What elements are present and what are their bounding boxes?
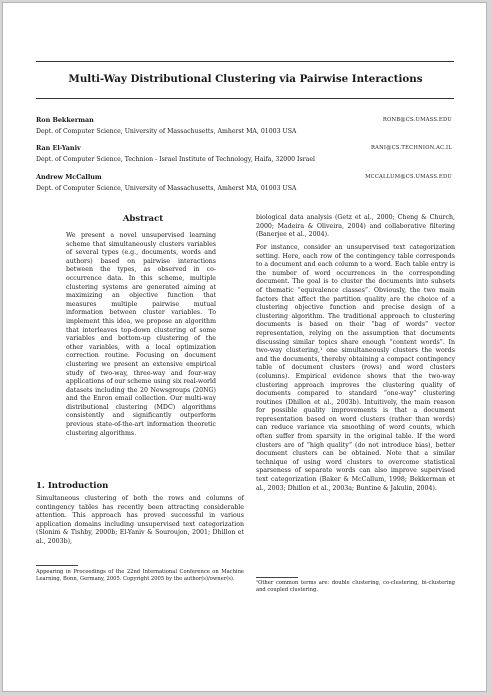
terms-footnote: ¹Other common terms are: double clustering, co-clustering, bi-clustering and coupled clustering. (256, 580, 455, 594)
author-name: Ran El-Yaniv (36, 144, 81, 152)
paper-title: Multi-Way Distributional Clustering via Pairwise Interactions (68, 73, 423, 85)
section-heading: 1. Introduction (36, 481, 109, 491)
title-top-rule (36, 61, 454, 62)
author-email: MCCALLUM@CS.UMASS.EDU (365, 174, 452, 180)
author-affiliation: Dept. of Computer Science, University of Massachusetts, Amherst MA, 01003 USA (36, 128, 297, 135)
author-name: Ron Bekkerman (36, 116, 94, 124)
author-affiliation: Dept. of Computer Science, University of Massachusetts, Amherst MA, 01003 USA (36, 185, 297, 192)
right-column-paragraph: For instance, consider an unsupervised text categorization setting. Here, each row of the contingency table corresponds to a document and each column to a word. Each table entry is the number of word occurrences in the corresponding document. The goal is to cluster the documents into subsets of thematic “equivalence classes”. Obviously, the two main factors that affect the partition quality are the choice of a clustering objective function and precise design of a clustering algorithm. The traditional approach to clustering documents is based on their “bag of words” vector representation, relying on the assumption that documents discussing similar topics share enough “content words”. In two-way clustering,¹ one simultaneously clusters the words and the documents, thereby obtaining a compact contingency table of document clusters (rows) and word clusters (columns). Empirical evidence shows that the two-way clustering approach improves the clustering quality of documents compared to standard “one-way” clustering routines (Dhillon et al., 2003b). Intuitively, the main reason for possible quality improvements is that a document representation based on word clusters (rather than words) can reduce variance via smoothing of word counts, which often suffer from sparsity in the original table. If the word clusters are of “high quality” (do not introduce bias), better document clusters can be obtained. Note that a similar technique of using word clusters to overcome statistical sparseness of separate words can also improve supervised text categorization (Baker & McCallum, 1998; Bekkerman et al., 2003; Dhillon et al., 2003a; Buntine & Jakulin, 2004). (256, 244, 455, 492)
copyright-footnote: Appearing in Proceedings of the 22nd International Conference on Machine Learning, Bonn, Germany, 2005. Copyright 2005 by the author(s)/owner(s). (36, 569, 244, 583)
abstract-heading: Abstract (122, 214, 164, 224)
author-name: Andrew McCallum (36, 173, 102, 181)
footnote-rule (36, 565, 78, 566)
title-bottom-rule (36, 98, 454, 99)
author-email: RONB@CS.UMASS.EDU (382, 117, 452, 123)
author-email: RANI@CS.TECHNION.AC.IL (370, 145, 452, 151)
abstract-text: We present a novel unsupervised learning scheme that simultaneously clusters variables of several types (e.g., documents, words and authors) based on pairwise interactions between the types, as observed in co-occurrence data. In this scheme, multiple clustering systems are generated aiming at maximizing an objective function that measures multiple pairwise mutual information between cluster variables. To implement this idea, we propose an algorithm that interleaves top-down clustering of some variables and bottom-up clustering of the other variables, with a local optimization correction routine. Focusing on document clustering we present an extensive empirical study of two-way, three-way and four-way applications of our scheme using six real-world datasets including the 20 Newsgroups (20NG) and the Enron email collection. Our multi-way distributional clustering (MDC) algorithms consistently and significantly outperform previous state-of-the-art information theoretic clustering algorithms. (66, 232, 216, 437)
right-column-continuation: biological data analysis (Getz et al., 2000; Cheng & Church, 2000; Madeira & Oliveira, 2004) and collaborative filtering (Banerjee et al., 2004). (256, 214, 455, 239)
intro-paragraph: Simultaneous clustering of both the rows and columns of contingency tables has recently been attracting considerable attention. This approach has proved successful in various application domains including unsupervised text categorization (Slonim & Tishby, 2000b; El-Yaniv & Souroujon, 2001; Dhillon et al., 2003b), (36, 495, 244, 545)
paper-page (2, 2, 487, 692)
footnote-rule (256, 577, 298, 578)
author-affiliation: Dept. of Computer Science, Technion - Israel Institute of Technology, Haifa, 32000 Israel (36, 156, 315, 163)
